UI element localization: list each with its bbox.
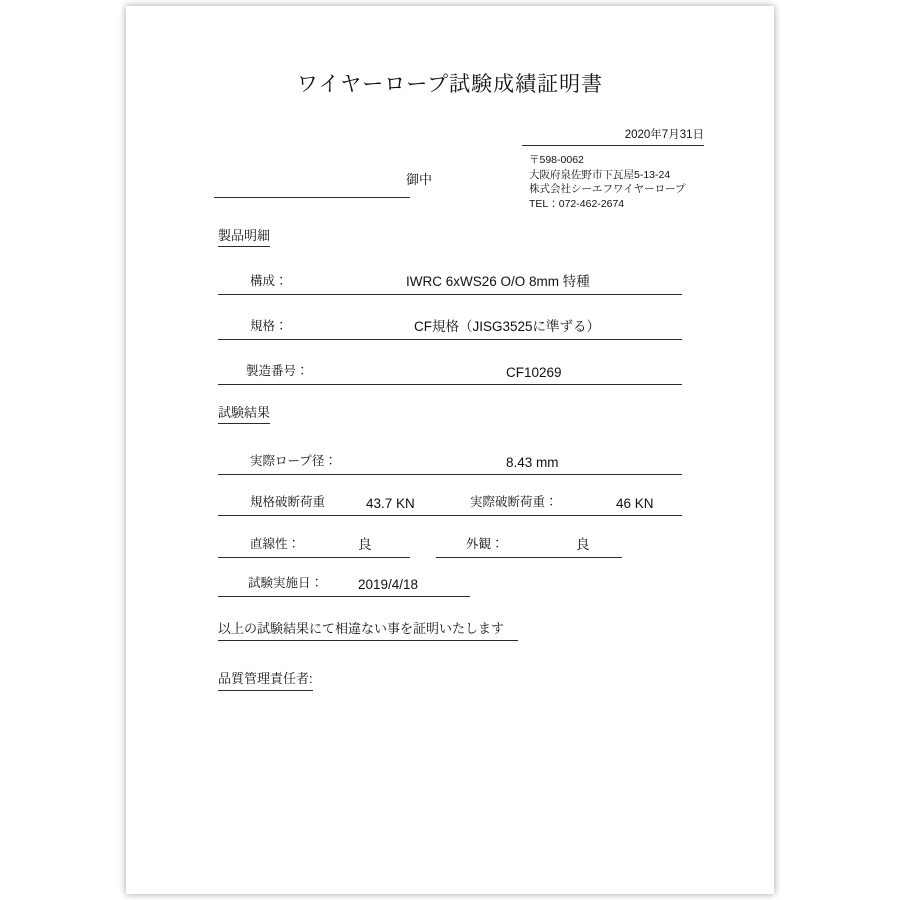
label-actual-rope-diameter: 実際ロープ径： xyxy=(250,454,337,468)
label-construction: 構成： xyxy=(250,274,288,288)
value-actual-breaking-load: 46 KN xyxy=(616,496,654,511)
addressee-blank-line xyxy=(214,196,410,198)
issuer-block xyxy=(529,153,686,211)
row-straightness xyxy=(218,526,410,558)
label-actual-breaking-load: 実際破断荷重： xyxy=(470,495,558,509)
row-appearance xyxy=(436,526,622,558)
section-heading-result: 試験結果 xyxy=(218,402,270,424)
value-actual-rope-diameter: 8.43 mm xyxy=(506,455,559,470)
label-straightness: 直線性： xyxy=(250,537,301,551)
label-appearance: 外観： xyxy=(466,537,504,551)
document-sheet xyxy=(126,6,774,894)
row-serial-number xyxy=(218,353,682,385)
document-body xyxy=(126,6,774,894)
issuer-address: 大阪府泉佐野市下瓦屋5-13-24 xyxy=(529,168,671,181)
label-standard: 規格： xyxy=(250,319,288,333)
row-actual-rope-diameter xyxy=(218,443,682,475)
issue-date: 2020年7月31日 xyxy=(522,126,704,146)
issuer-postal-code: 〒598-0062 xyxy=(529,154,584,166)
value-test-date: 2019/4/18 xyxy=(358,577,419,592)
section-heading-product: 製品明細 xyxy=(218,225,270,247)
row-test-date xyxy=(218,567,470,597)
value-construction: IWRC 6xWS26 O/O 8mm 特種 xyxy=(406,274,590,289)
value-spec-breaking-load: 43.7 KN xyxy=(366,496,415,511)
value-standard: CF規格（JISG3525に準ずる） xyxy=(414,319,601,334)
value-appearance: 良 xyxy=(576,537,590,552)
value-serial-number: CF10269 xyxy=(506,365,562,380)
label-test-date: 試験実施日： xyxy=(248,576,324,590)
addressee-honorific: 御中 xyxy=(406,172,433,187)
label-serial-number: 製造番号： xyxy=(246,364,309,378)
row-breaking-loads xyxy=(218,484,682,516)
certification-statement: 以上の試験結果にて相違ない事を証明いたします xyxy=(218,618,518,641)
page-title: ワイヤーロープ試験成績証明書 xyxy=(296,73,604,96)
row-standard xyxy=(218,308,682,340)
row-construction xyxy=(218,263,682,295)
issuer-telephone: TEL：072-462-2674 xyxy=(529,197,625,210)
label-spec-breaking-load: 規格破断荷重 xyxy=(250,495,326,509)
qc-manager-signature-line: 品質管理責任者: xyxy=(218,668,313,691)
issuer-company-name: 株式会社シーエフワイヤーロープ xyxy=(529,183,686,195)
value-straightness: 良 xyxy=(358,537,372,552)
